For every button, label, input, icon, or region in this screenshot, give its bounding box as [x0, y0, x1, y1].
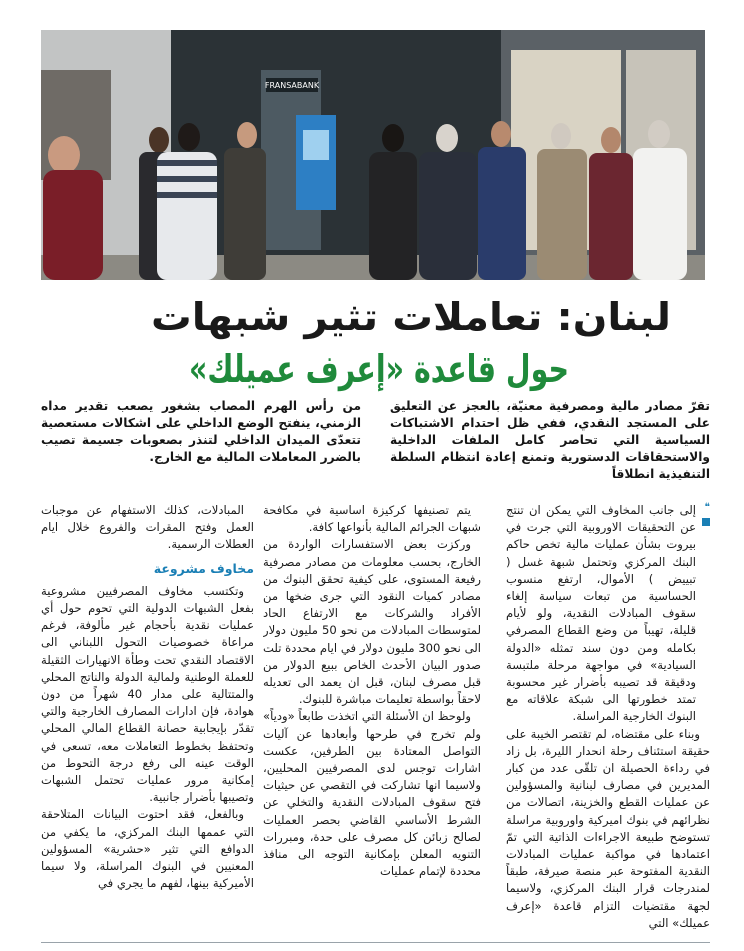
bottom-divider [41, 942, 710, 943]
section-subheading: مخاوف مشروعة [153, 560, 254, 576]
paragraph: وركزت بعض الاستفسارات الواردة من الخارج، بحسب معلومات من مصادر مصرفية رفيعة المستوى، على كيفية تحقق البنوك من مصادر كميات النقود التي جرى ضخها من الأفراد والشركات مع الارتفاع الحاد لمتوسطات المبادلات من نحو 50 مليون دولار الى نحو 300 مليون دولار في ايام محددة تلت صدور البيان الأحدث الخاص ببيع الدولار من قبل مصرف لبنان، قبل ان يعمد الى تعديله لاحقاً بواسطة تعليمات مباشرة للبنوك. [263, 537, 481, 707]
paragraph: وتكتسب مخاوف المصرفيين مشروعية بفعل الشبهات الدولية التي تحوم حول أي عمليات نقدية بأحجام غير مألوفة، فرغم مراعاة خصوصيات التحول اللبناني الى الاقتصاد النقدي تحت وطأة الانهيارات الثقيلة للعملة الوطنية ولمالية الدولة والناتج المحلي والمتتالية على مدار 40 شهراً من دون هوادة، فإن ادارات المصارف الخارجية والتي تقدّر بإيجابية حصانة القطاع المالي المحلي وتحتفظ بخطوط التعاملات معه، تسعى في الوقت عينه الى رفع درجة التحوط من إمكانية مرور عمليات تحتمل الشبهات وتصيبها بأضرار جانبية. [41, 583, 254, 805]
paragraph: وبالفعل، فقد احتوت البيانات المتلاحقة التي عممها البنك المركزي، ما يكفي من الدوافع التي تثير «حشرية» المسؤولين المعنيين في البنوك المراسلة، ولا سيما الأميركية بينها، لفهم ما يجري في [41, 807, 254, 891]
quote-icon: ❝ [704, 502, 710, 513]
paragraph: يتم تصنيفها كركيزة اساسية في مكافحة شبهات الجرائم المالية بأنواعها كافة. [263, 503, 481, 535]
bank-sign-text: FRANSABANK [264, 81, 320, 90]
article-column-1 [506, 502, 710, 932]
headline [41, 288, 705, 394]
article-column-3 [41, 502, 254, 932]
photo-illustration [41, 30, 705, 280]
bank-queue-photo [41, 30, 705, 280]
lead-paragraph-left: من رأس الهرم المصاب بشغور يصعب تقدير مداه الزمني، ينفتح الوضع الداخلي على اشكالات مستعصية تتعدّى الميدان الداخلي لتنذر بصعوبات جسيمة تصيب بالضرر المعاملات المالية مع الخارج. [41, 399, 361, 464]
headline-line-1: لبنان: تعاملات تثير شبهات [151, 295, 671, 339]
paragraph: وبناء على مقتضاه، لم تقتصر الخيبة على حقيقة استئناف رحلة انحدار الليرة، بل زاد في رداءة الحصيلة ان تلقّى عدد من كبار المديرين في مصارف لبنانية والمسؤولين عن عمليات القطع والخزينة، اتصالات من نظرائهم في بنوك اميركية واوروبية مراسلة تستوضح طبيعة الاجراءات الذاتية التي تمّ اعتمادها في مواكبة عمليات المبادلات النقدية المفتوحة عبر منصة صيرفة، طبقاً لمندرجات قرار البنك المركزي، ولاسيما لجهة مقتضيات التزام قاعدة «إعرف عميلك» التي [506, 726, 710, 930]
paragraph: إلى جانب المخاوف التي يمكن ان تنتج عن التحقيقات الاوروبية التي جرت في بيروت بشأن عمليات مالية تخص حاكم البنك المركزي وتحتمل شبهة غسل ( تبييض ) الأموال، ارتفع منسوب الحساسية من تبعات سياسة إلغاء سقوف المبادلات النقدية، ولو لأيام قليلة، تهيباً من وضع القطاع المصرفي بكامله ومن دون سند تمثله «الدولة السيادية» في مواجهة مرحلة ملتبسة ودقيقة قد تصيبه بأضرار غير محسوبة تمتد خطورتها الى شبكة علاقاته مع البنوك الخارجية المراسلة. [506, 503, 696, 724]
headline-line-2: حول قاعدة «إعرف عميلك» [189, 347, 697, 391]
lead-paragraph-right: تقرّ مصادر مالية ومصرفية معنيّة، بالعجز عن التعليق على المستجد النقدي، ففي ظل احتدام الاشتباكات السياسية التي تحاصر كامل الملفات الداخلية والاستحقاقات الدستورية وتمنع إعادة انتظام السلطة التنفيذية انطلاقاً [390, 399, 710, 481]
paragraph: المبادلات، كذلك الاستفهام عن موجبات العمل وفتح المقرات والفروع خلال ايام العطلات الرسمية. [41, 503, 254, 552]
article-column-2 [263, 502, 481, 932]
paragraph: ولوحظ ان الأسئلة التي اتخذت طابعاً «ودياً» ولم تخرج في طرحها وأبعادها عن آليات التواصل المعتادة بين الطرفين، عكست اشارات توجس لدى المصرفيين المحليين، ولاسيما انها تشاركت في التقصي عن حيثيات فتح سقوف المبادلات النقدية والتخلي عن الشرط الأساسي القاضي بحصر العمليات لصالح زبائن كل مصرف على حدة، ومبررات التنويه المعلن بإمكانية التوجه الى منافذ محددة لإتمام عمليات [263, 709, 481, 879]
